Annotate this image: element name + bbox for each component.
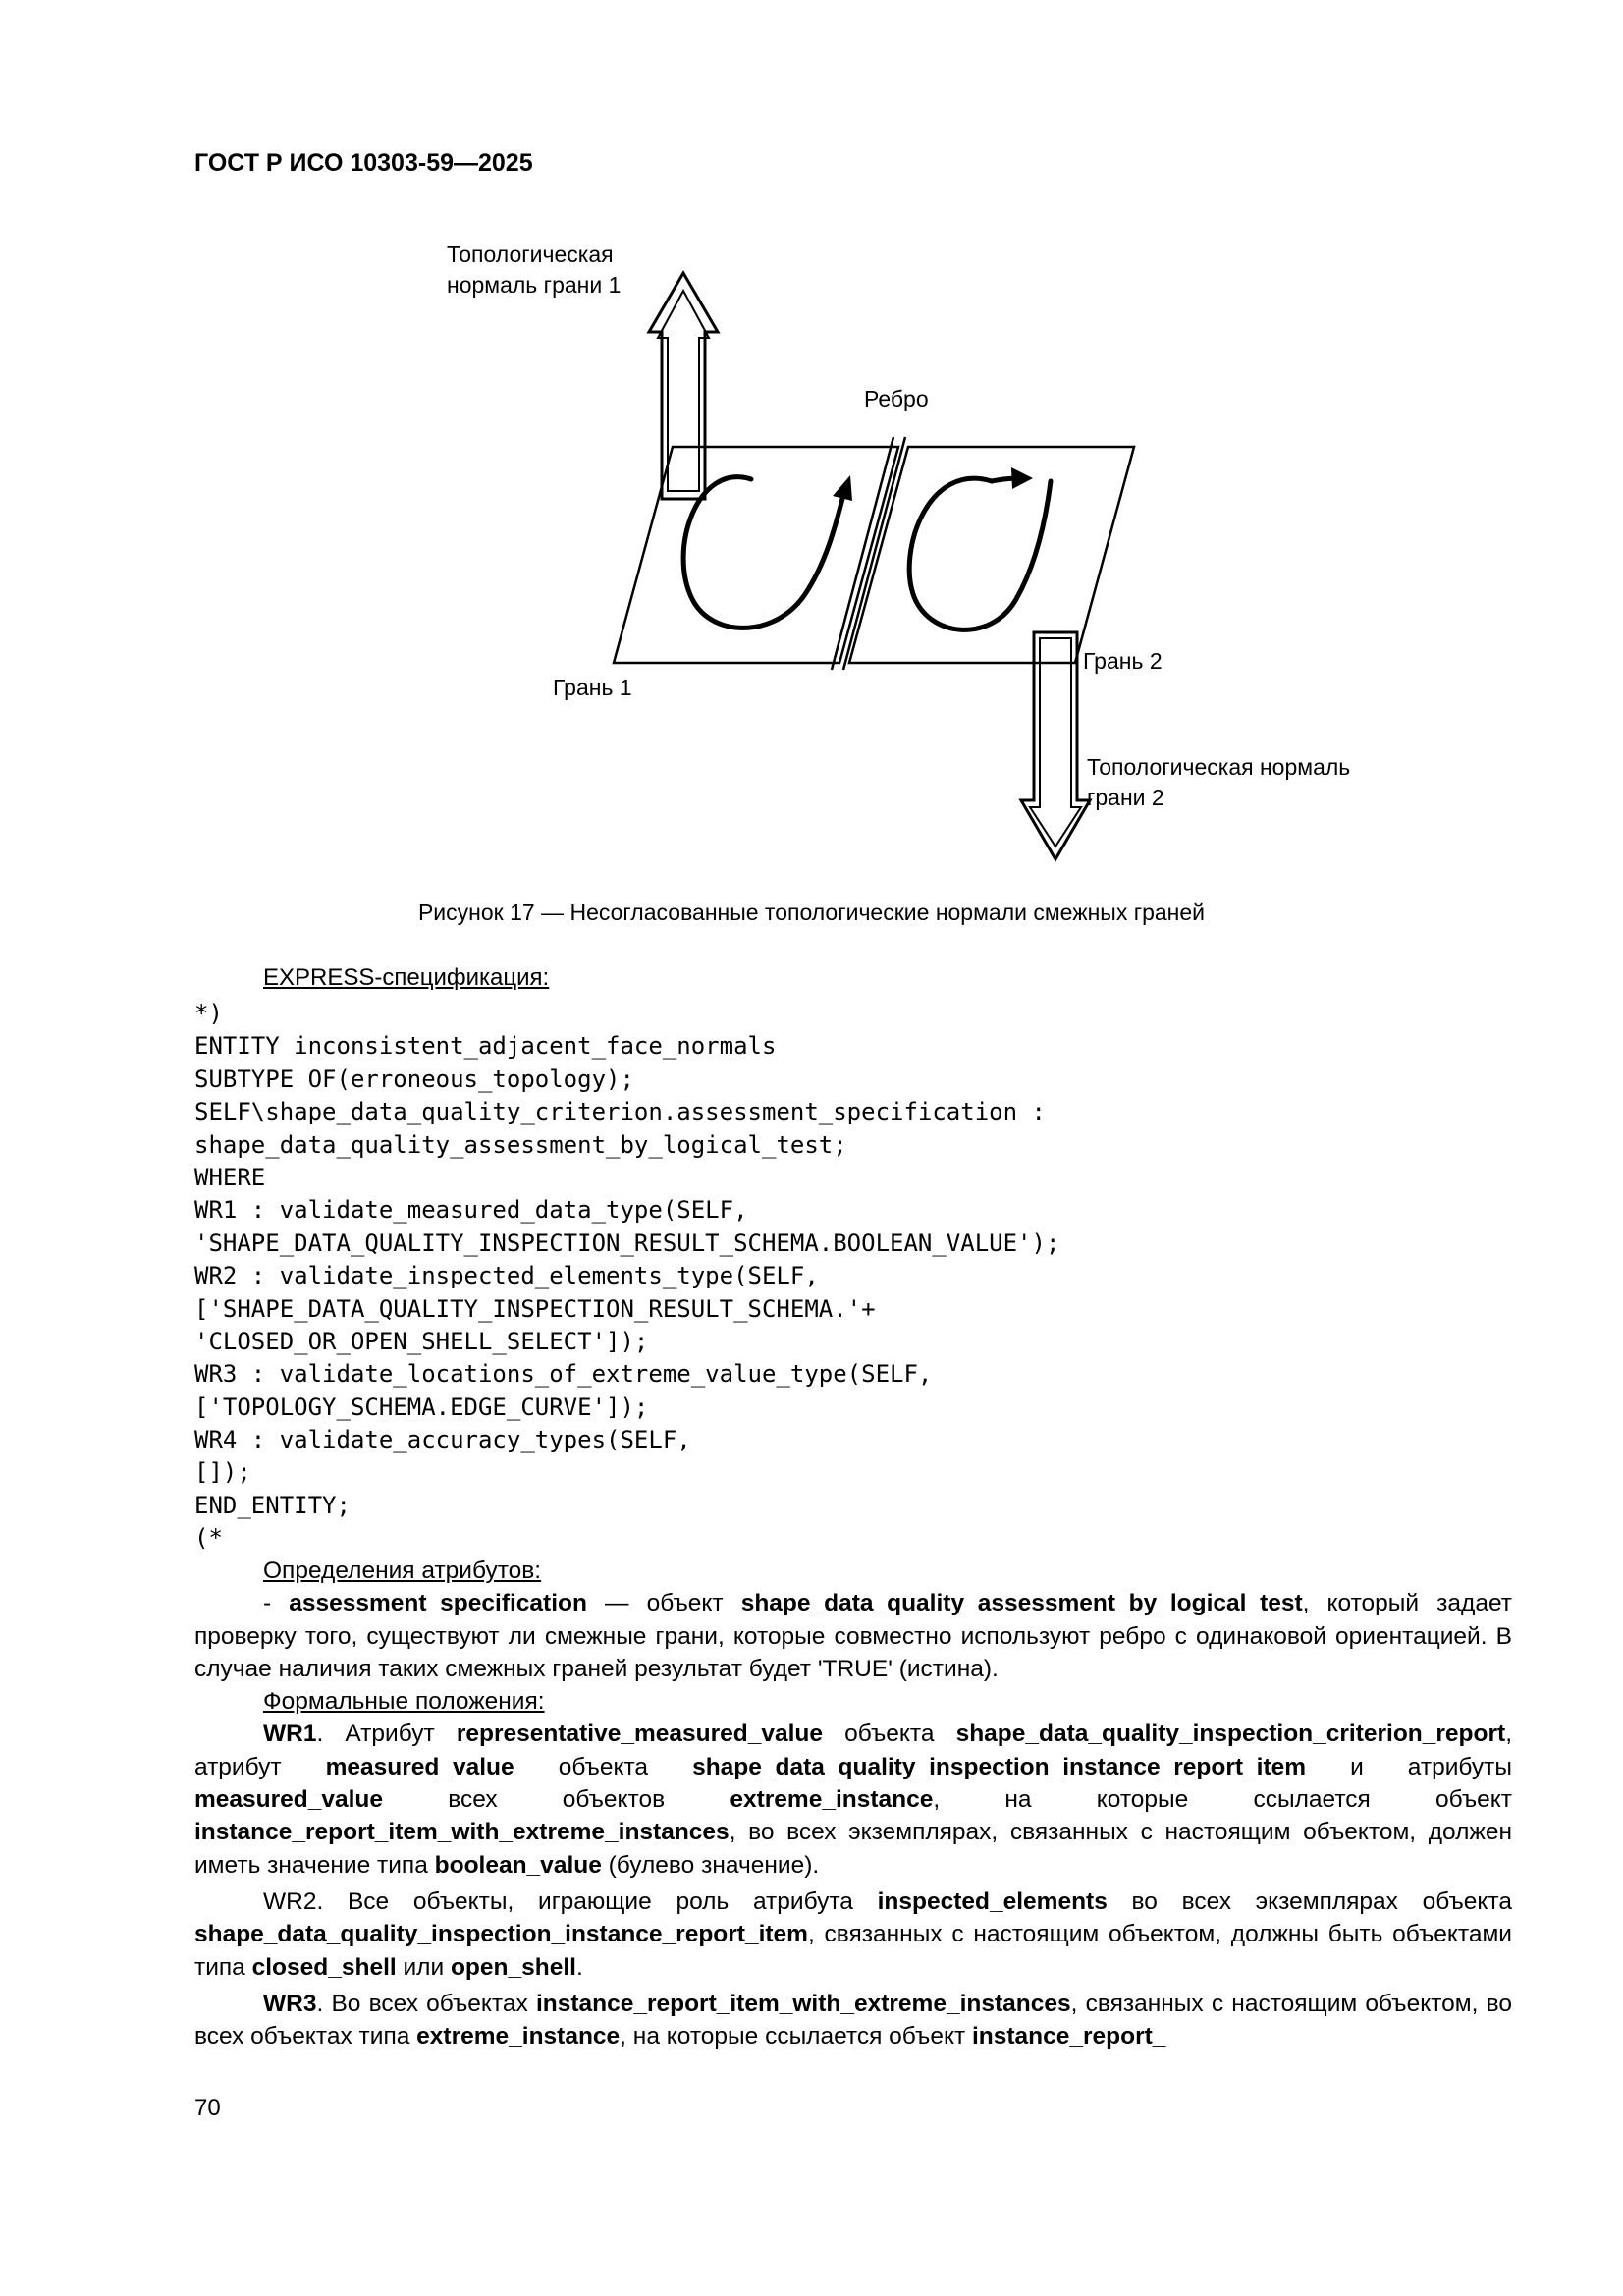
rule-label: WR1 <box>263 1721 317 1748</box>
text-span: или <box>396 1953 451 1981</box>
term: representative_measured_value <box>456 1721 823 1748</box>
term: extreme_instance <box>416 2023 621 2050</box>
code-line: END_ENTITY; <box>194 1491 351 1519</box>
text-span: . Атрибут <box>316 1721 457 1748</box>
code-line: WR3 : validate_locations_of_extreme_value_type(SELF, <box>194 1360 933 1389</box>
code-line: SUBTYPE OF(erroneous_topology); <box>194 1065 634 1093</box>
face-1-orientation-loop <box>683 477 844 629</box>
text-span: объекта <box>514 1753 693 1780</box>
code-line: WR4 : validate_accuracy_types(SELF, <box>194 1426 691 1454</box>
formal-heading: Формальные положения: <box>263 1688 545 1716</box>
term: closed_shell <box>251 1953 397 1981</box>
code-line: ENTITY inconsistent_adjacent_face_normals <box>194 1032 777 1061</box>
text-span: объекта <box>822 1721 956 1748</box>
document-header: ГОСТ Р ИСО 10303-59—2025 <box>194 149 533 177</box>
label-normal-face-2: Топологическая нормаль грани 2 <box>1087 754 1351 810</box>
code-line: *) <box>194 1000 223 1027</box>
code-line: WR1 : validate_measured_data_type(SELF, <box>194 1196 748 1225</box>
term: boolean_value <box>434 1851 602 1879</box>
type-name: shape_data_quality_assessment_by_logical_test <box>740 1590 1303 1617</box>
code-line: 'SHAPE_DATA_QUALITY_INSPECTION_RESULT_SCHEMA.BOOLEAN_VALUE'); <box>194 1229 1060 1257</box>
normal-face-1-arrow <box>649 273 718 499</box>
label-edge: Ребро <box>864 386 929 411</box>
text-span: , связанных с настоящим объектом, во всех объектах типа <box>194 1990 1512 2050</box>
text-span: - <box>263 1590 290 1617</box>
face-normals-diagram <box>0 0 1623 903</box>
term: extreme_instance <box>730 1786 934 1814</box>
rule-label: WR3 <box>263 1990 317 2017</box>
page-number: 70 <box>194 2095 221 2121</box>
text-span: (булево значение). <box>601 1851 820 1879</box>
text-span: WR2. Все объекты, играющие роль атрибута <box>263 1887 878 1915</box>
face-2-orientation-loop <box>909 478 1051 629</box>
edge-line-1 <box>832 437 893 670</box>
text-span: . Во всех объектах <box>316 1990 536 2017</box>
text-span: . <box>575 1953 583 1981</box>
label-face-2: Грань 2 <box>1083 648 1163 674</box>
express-code-block <box>194 998 1530 1556</box>
code-line: WR2 : validate_inspected_elements_type(SELF, <box>194 1262 819 1290</box>
figure-17 <box>0 0 1623 903</box>
text-span: — объект <box>586 1590 741 1617</box>
rule-wr1 <box>194 1718 1512 1881</box>
code-line: SELF\shape_data_quality_criterion.assessment_specification : <box>194 1098 1046 1126</box>
attribute-name: assessment_specification <box>289 1590 587 1617</box>
label-normal-face-1: Топологическая нормаль грани 1 <box>447 242 622 298</box>
figure-caption: Рисунок 17 — Несогласованные топологические нормали смежных граней <box>417 900 1206 925</box>
term: instance_report_ <box>972 2023 1166 2050</box>
code-line: shape_data_quality_assessment_by_logical_test; <box>194 1130 847 1159</box>
text-span: всех объектов <box>383 1786 730 1814</box>
code-line: ['TOPOLOGY_SCHEMA.EDGE_CURVE']); <box>194 1393 649 1421</box>
text-span: , на которые ссылается объект <box>620 2023 972 2050</box>
label-face-1: Грань 1 <box>553 675 632 700</box>
body-text <box>194 1555 1512 2052</box>
attribute-definition-assessment <box>194 1587 1512 1685</box>
normal-face-2-arrow <box>1021 632 1090 859</box>
term: open_shell <box>450 1953 576 1981</box>
text-span: , который задает проверку того, существуют ли смежные грани, которые совместно используют ребро с одинаковой ориентацией. В случае наличия таких смежных граней результат будет 'TRUE' (истина). <box>194 1590 1513 1682</box>
term: shape_data_quality_inspection_instance_report_item <box>692 1753 1307 1780</box>
term: measured_value <box>194 1786 384 1814</box>
face-1-shape <box>614 447 898 663</box>
term: shape_data_quality_inspection_criterion_report <box>955 1721 1506 1748</box>
code-line: WHERE <box>194 1163 266 1191</box>
text-span: во всех экземплярах объекта <box>1107 1887 1512 1915</box>
term: inspected_elements <box>877 1887 1108 1915</box>
code-line: ['SHAPE_DATA_QUALITY_INSPECTION_RESULT_SCHEMA.'+ <box>194 1294 876 1323</box>
edge-line-2 <box>843 437 905 670</box>
attributes-heading: Определения атрибутов: <box>263 1558 542 1584</box>
face-1-loop-arrowhead <box>833 475 852 501</box>
term: instance_report_item_with_extreme_instances <box>535 1990 1071 2017</box>
express-spec-title: EXPRESS-спецификация: <box>263 964 550 991</box>
text-span: , связанных с настоящим объектом, должны быть объектами типа <box>194 1921 1512 1981</box>
text-span: и атрибуты <box>1306 1753 1512 1780</box>
text-span: , атрибут <box>194 1721 1512 1780</box>
code-line: []); <box>194 1458 251 1487</box>
face-2-loop-arrowhead <box>1011 467 1033 489</box>
code-line: (* <box>194 1524 223 1553</box>
text-span: , на которые ссылается объект <box>933 1786 1512 1814</box>
term: shape_data_quality_inspection_instance_report_item <box>194 1921 808 1948</box>
code-line: 'CLOSED_OR_OPEN_SHELL_SELECT']); <box>194 1327 649 1355</box>
rule-wr2 <box>194 1886 1512 1984</box>
term: measured_value <box>325 1753 514 1780</box>
term: instance_report_item_with_extreme_instances <box>194 1819 730 1846</box>
normal-face-2-arrow-inner <box>1030 638 1081 847</box>
rule-wr3 <box>194 1988 1512 2053</box>
text-span: , во всех экземплярах, связанных с настоящим объектом, должен иметь значение типа <box>194 1819 1512 1879</box>
normal-face-1-arrow-inner <box>658 291 709 491</box>
